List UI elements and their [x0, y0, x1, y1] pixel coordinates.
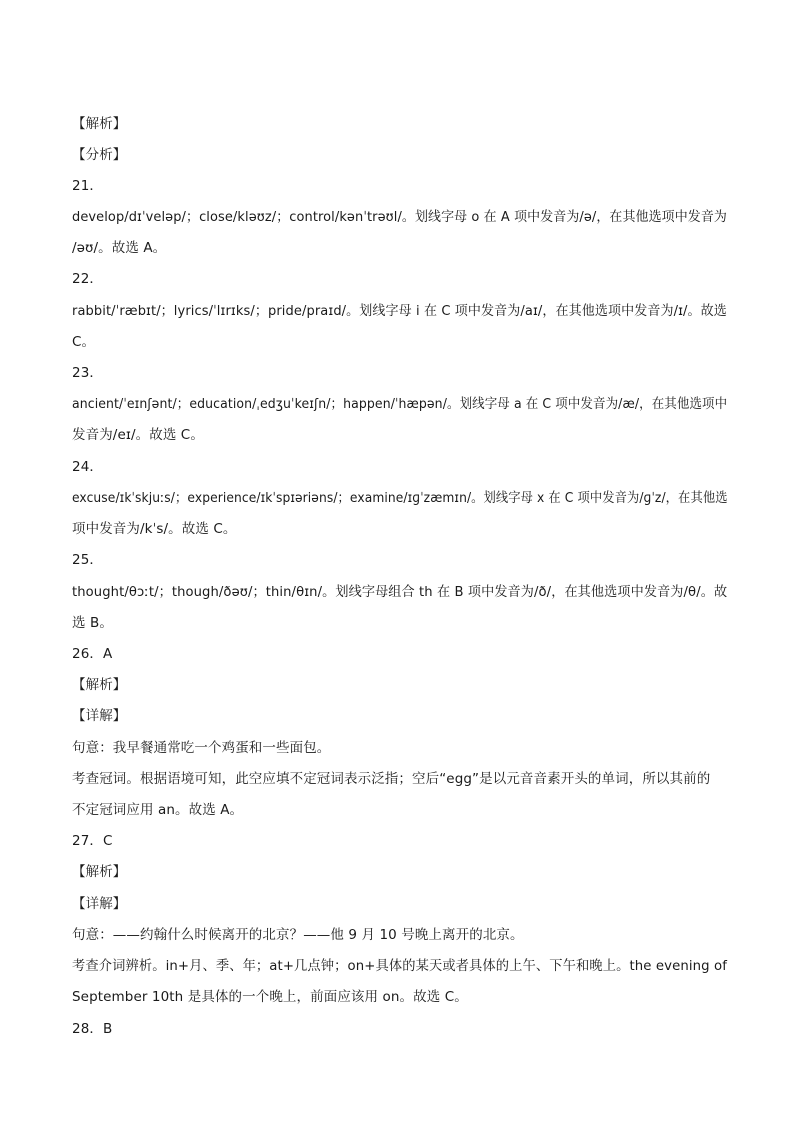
explanation-26-line-2: 不定冠词应用 an。故选 A。 [72, 802, 244, 818]
explanation-24-line-2: 项中发音为/kˈs/。故选 C。 [72, 521, 237, 537]
explanation-24-line-1: excuse/ɪkˈskjuːs/；experience/ɪkˈspɪəriəns/；examine/ɪɡˈzæmɪn/。划线字母 x 在 C 项中发音为/ɡˈz/，在其他选 [72, 490, 728, 506]
explanation-23-line-2: 发音为/eɪ/。故选 C。 [72, 427, 204, 443]
answer-27: 27．C [72, 833, 113, 849]
section-heading-fenxi: 【分析】 [72, 147, 127, 163]
answer-28: 28．B [72, 1021, 113, 1037]
section-heading-jiexi-27: 【解析】 [72, 864, 127, 880]
question-number-21: 21． [72, 178, 103, 194]
answer-26: 26．A [72, 646, 113, 662]
section-heading-xiangjie-26: 【详解】 [72, 708, 127, 724]
section-heading-jiexi-26: 【解析】 [72, 677, 127, 693]
question-number-25: 25． [72, 552, 103, 568]
question-number-23: 23． [72, 365, 103, 381]
explanation-23-line-1: ancient/ˈeɪnʃənt/；education/ˌedʒuˈkeɪʃn/；happen/ˈhæpən/。划线字母 a 在 C 项中发音为/æ/，在其他选项中 [72, 396, 728, 412]
explanation-27-line-1: 考查介词辨析。in+月、季、年；at+几点钟；on+具体的某天或者具体的上午、下午和晚上。the evening of [72, 958, 727, 974]
explanation-22-line-1: rabbit/ˈræbɪt/；lyrics/ˈlɪrɪks/；pride/praɪd/。划线字母 i 在 C 项中发音为/aɪ/，在其他选项中发音为/ɪ/。故选 [72, 303, 727, 319]
sentence-meaning-26: 句意：我早餐通常吃一个鸡蛋和一些面包。 [72, 740, 331, 756]
explanation-21-line-2: /əʊ/。故选 A。 [72, 240, 167, 256]
question-number-24: 24． [72, 459, 103, 475]
section-heading-jiexi: 【解析】 [72, 116, 127, 132]
sentence-meaning-27: 句意：——约翰什么时候离开的北京？——他 9 月 10 号晚上离开的北京。 [72, 927, 524, 943]
explanation-27-line-2: September 10th 是具体的一个晚上，前面应该用 on。故选 C。 [72, 989, 468, 1005]
explanation-21-line-1: develop/dɪˈveləp/；close/kləʊz/；control/kənˈtrəʊl/。划线字母 o 在 A 项中发音为/ə/，在其他选项中发音为 [72, 209, 727, 225]
explanation-25-line-2: 选 B。 [72, 615, 113, 631]
explanation-22-line-2: C。 [72, 334, 96, 350]
explanation-26-line-1: 考查冠词。根据语境可知，此空应填不定冠词表示泛指；空后“egg”是以元音音素开头的单词，所以其前的 [72, 771, 711, 787]
section-heading-xiangjie-27: 【详解】 [72, 896, 127, 912]
explanation-25-line-1: thought/θɔːt/；though/ðəʊ/；thin/θɪn/。划线字母组合 th 在 B 项中发音为/ð/，在其他选项中发音为/θ/。故 [72, 584, 728, 600]
question-number-22: 22． [72, 271, 103, 287]
